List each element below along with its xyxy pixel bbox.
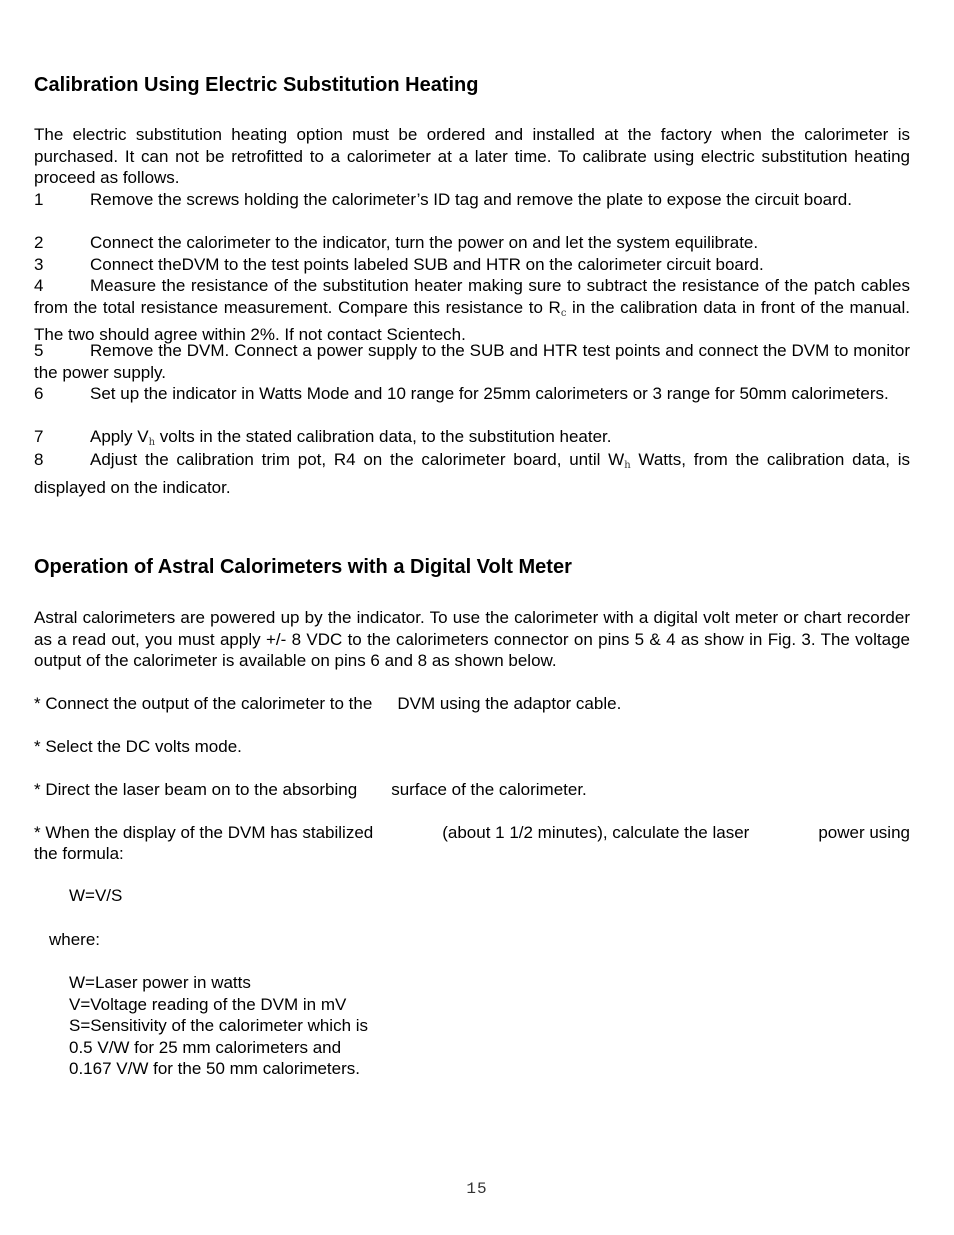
bullet-calculate bbox=[34, 822, 910, 844]
bullet-connect-output bbox=[34, 693, 910, 715]
step-number: 3 bbox=[34, 255, 44, 274]
definition-item: W=Laser power in watts bbox=[69, 973, 251, 992]
step-6 bbox=[34, 383, 910, 405]
step-text: Connect theDVM to the test points labeled SUB and HTR on the calorimeter circuit board. bbox=[90, 255, 764, 274]
subscript: h bbox=[148, 437, 156, 448]
step-number: 6 bbox=[34, 384, 44, 403]
bullet-text: * When the display of the DVM has stabilized bbox=[34, 823, 374, 842]
step-number: 7 bbox=[34, 427, 44, 446]
step-number: 1 bbox=[34, 190, 44, 209]
subscript: c bbox=[560, 307, 567, 319]
step-text: Remove the DVM. Connect a power supply to the SUB and HTR test points and connect the DVM to monitor the power supply. bbox=[34, 341, 910, 382]
definition-item: V=Voltage reading of the DVM in mV bbox=[69, 994, 347, 1014]
definition-item: 0.167 V/W for the 50 mm calorimeters. bbox=[69, 1059, 360, 1079]
section-heading-calibration: Calibration Using Electric Substitution Heating bbox=[34, 74, 479, 96]
step-text: Set up the indicator in Watts Mode and 10 range for 25mm calorimeters or 3 range for 50mm calorimeters. bbox=[90, 384, 889, 403]
bullet-text-cont: DVM using the adaptor cable. bbox=[397, 694, 622, 713]
definition-item: 0.5 V/W for 25 mm calorimeters and bbox=[69, 1037, 342, 1057]
step-text-cont: volts in the stated calibration data, to the substitution heater. bbox=[155, 427, 612, 446]
bullet-select-dc: * Select the DC volts mode. bbox=[34, 737, 242, 756]
dvm-intro: Astral calorimeters are powered up by the indicator. To use the calorimeter with a digital volt meter or chart recorder as a read out, you must apply +/- 8 VDC to the calorimeters connector on pins 5 & 4 as show in Fig. 3. The voltage output of the calorimeter is available on pins 6 and 8 as shown below. bbox=[34, 608, 910, 671]
step-8 bbox=[34, 449, 910, 498]
step-number: 8 bbox=[34, 450, 44, 469]
bullet-text-cont: (about 1 1/2 minutes), calculate the laser bbox=[442, 823, 750, 842]
bullet-text: * Direct the laser beam on to the absorbing bbox=[34, 780, 358, 799]
section-heading-dvm: Operation of Astral Calorimeters with a Digital Volt Meter bbox=[34, 556, 572, 578]
step-text: Remove the screws holding the calorimeter’s ID tag and remove the plate to expose the circuit board. bbox=[90, 190, 852, 209]
step-text: Measure the resistance of the substitution heater making sure to subtract the resistance of the patch cables from the total resistance measurement. Compare this resistance to R bbox=[34, 276, 910, 317]
step-2 bbox=[34, 232, 910, 254]
step-number: 2 bbox=[34, 233, 44, 252]
step-text-cont: in the calibration data in front of the manual. The two should agree within 2%. If not contact Scientech. bbox=[34, 297, 911, 345]
subscript: h bbox=[624, 460, 631, 471]
step-1 bbox=[34, 189, 910, 211]
calibration-intro: The electric substitution heating option must be ordered and installed at the factory when the calorimeter is purchased. It can not be retrofitted to a calorimeter at a later time. To calibrate using electric substitution heating proceed as follows. bbox=[34, 125, 910, 188]
bullet-text: * Connect the output of the calorimeter to the bbox=[34, 694, 373, 713]
step-number: 4 bbox=[34, 276, 44, 295]
where-label: where: bbox=[49, 930, 101, 949]
bullet-text-cont: surface of the calorimeter. bbox=[391, 780, 587, 799]
definition-item: S=Sensitivity of the calorimeter which is bbox=[69, 1016, 369, 1036]
definitions-list bbox=[34, 972, 945, 1080]
step-number: 5 bbox=[34, 341, 44, 360]
step-text: Apply V bbox=[90, 427, 149, 446]
bullet-direct-beam bbox=[34, 779, 910, 801]
page-number: 15 bbox=[466, 1180, 488, 1198]
step-text: Adjust the calibration trim pot, R4 on the calorimeter board, until W bbox=[90, 450, 625, 469]
step-4 bbox=[34, 275, 910, 346]
bullet-text-end: power using bbox=[818, 823, 910, 842]
formula: W=V/S bbox=[69, 886, 123, 905]
step-5 bbox=[34, 340, 910, 383]
step-3 bbox=[34, 254, 910, 276]
step-text-cont: Watts, from the calibration data, is displayed on the indicator. bbox=[34, 450, 910, 497]
step-text: Connect the calorimeter to the indicator, turn the power on and let the system equilibrate. bbox=[90, 233, 759, 252]
bullet-calculate-cont: the formula: bbox=[34, 844, 124, 863]
